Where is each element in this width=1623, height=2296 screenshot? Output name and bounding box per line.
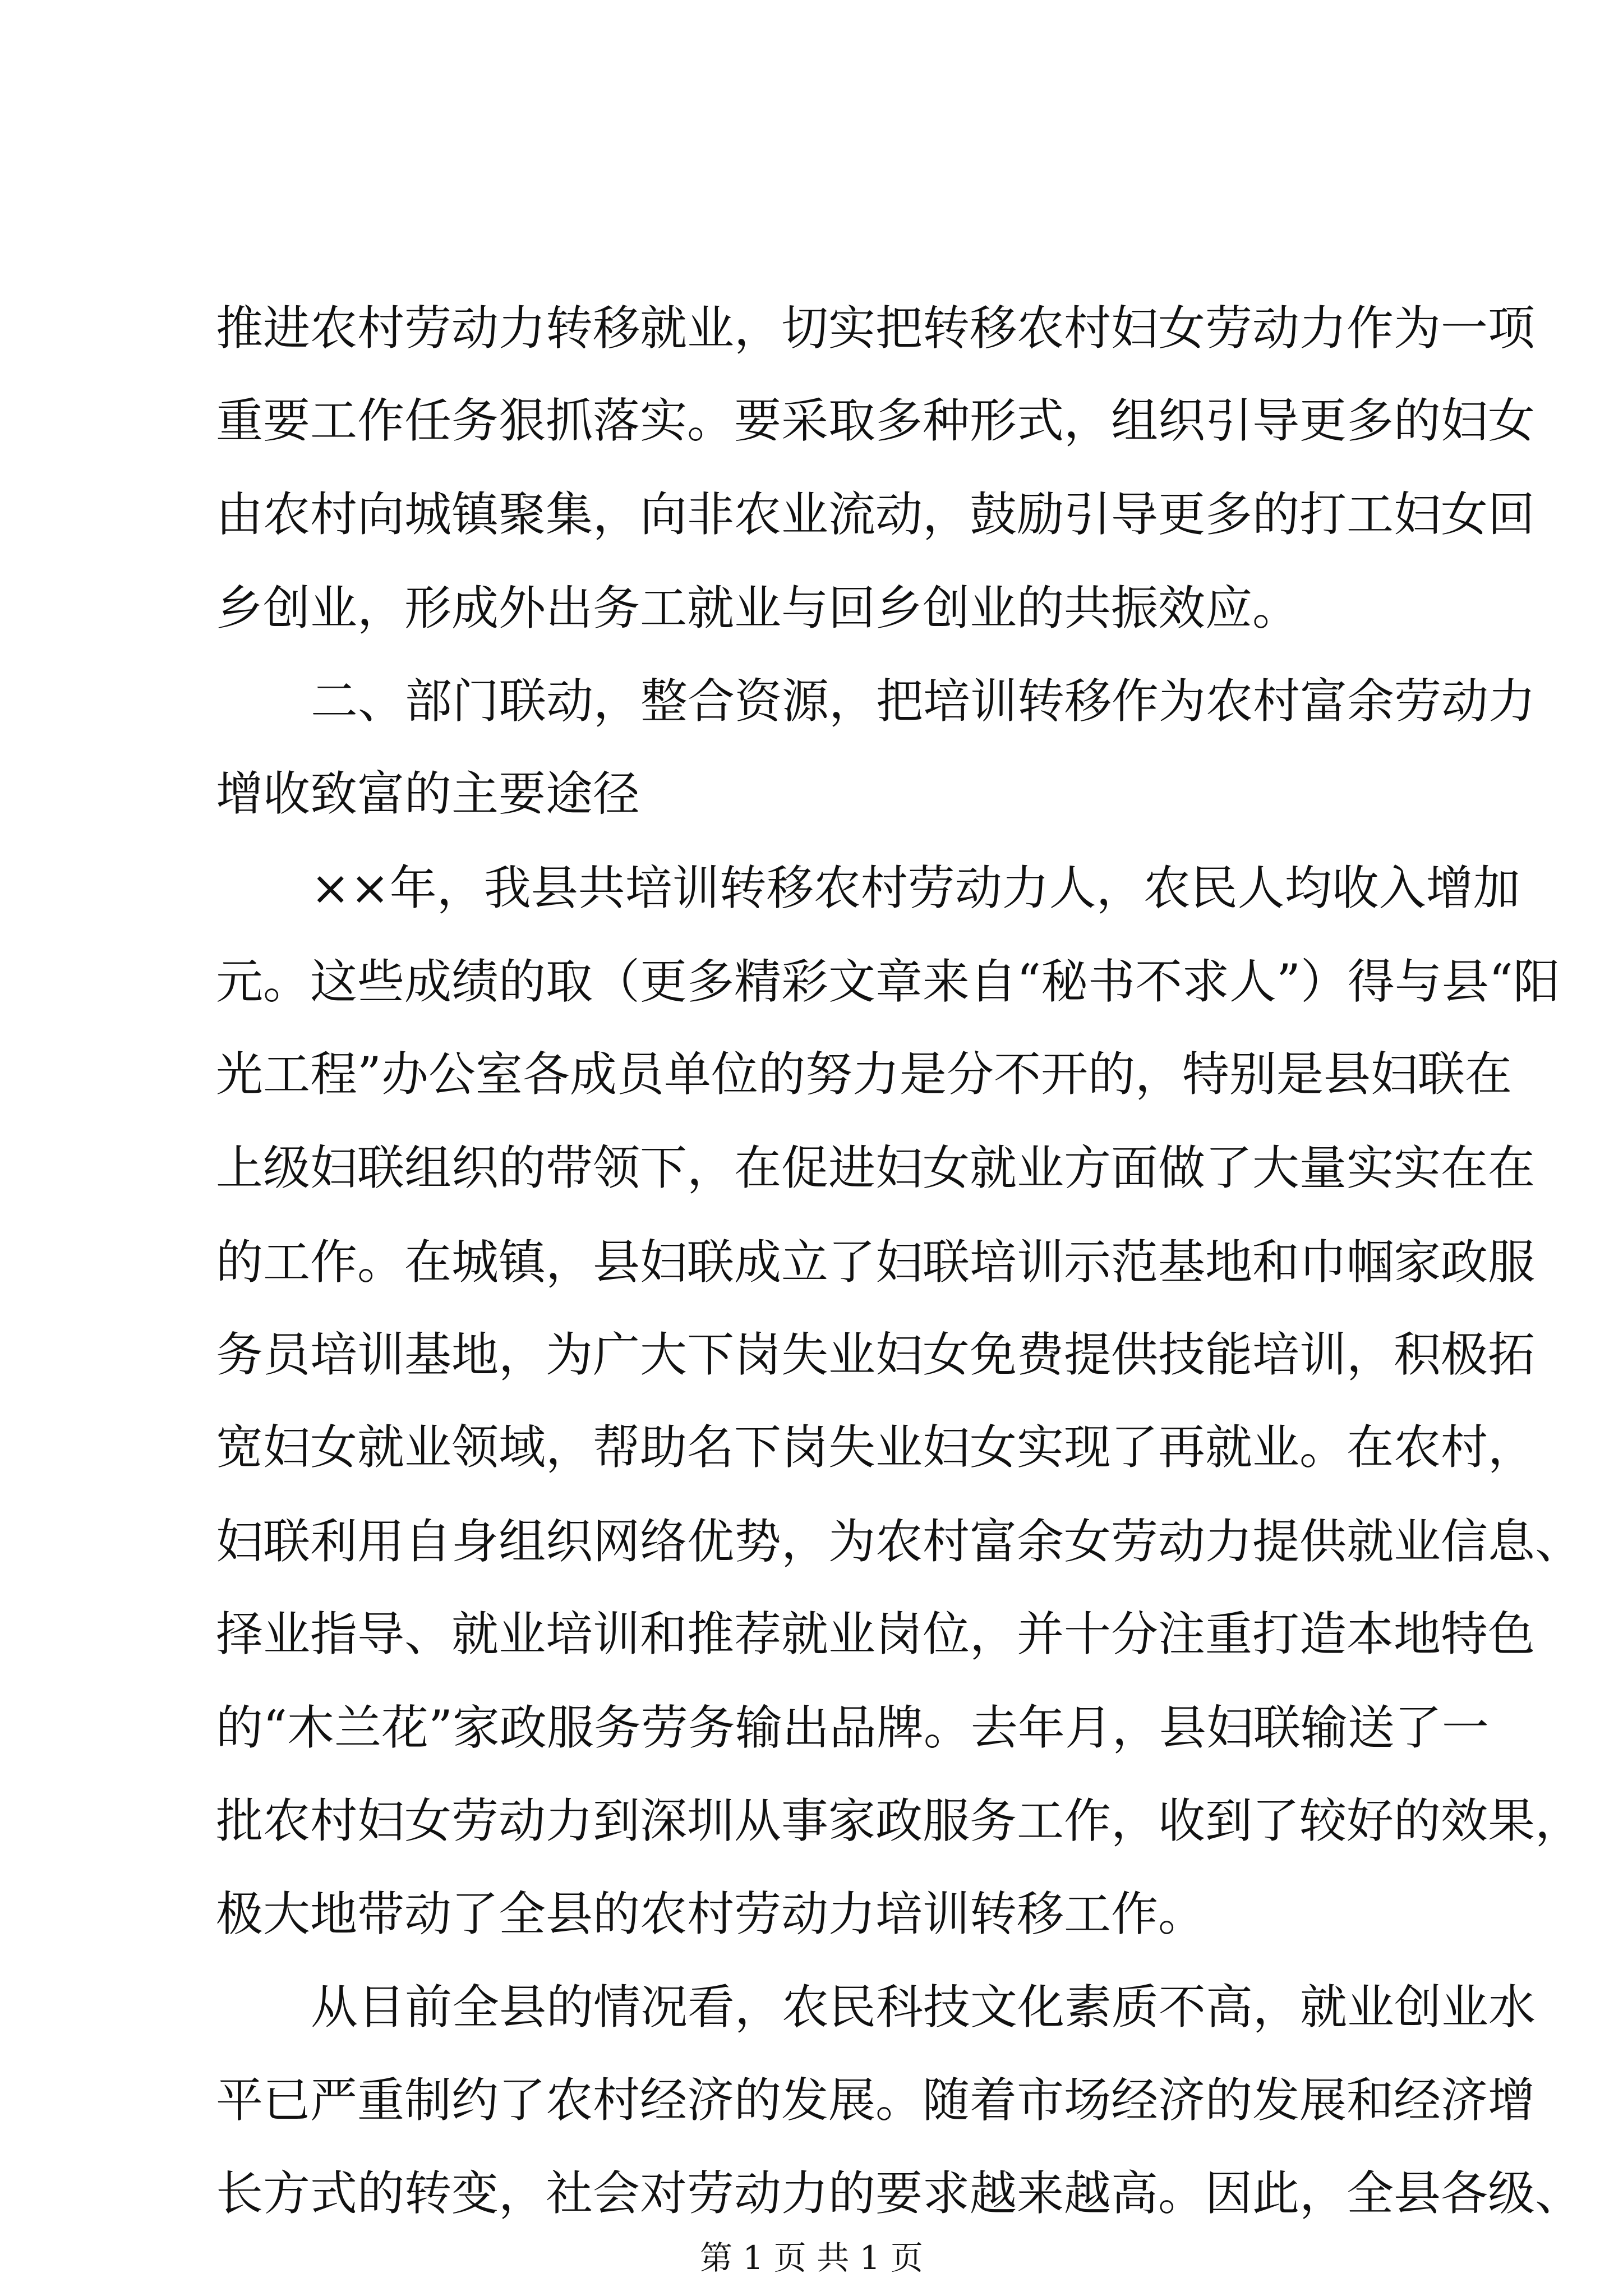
text-line: 重要工作任务狠抓落实。要采取多种形式，组织引导更多的妇女: [216, 393, 1536, 448]
text-line: 推进农村劳动力转移就业，切实把转移农村妇女劳动力作为一项: [216, 301, 1536, 356]
text-line: 由农村向城镇聚集，向非农业流动，鼓励引导更多的打工妇女回: [216, 487, 1536, 542]
page-footer: 第 1 页 共 1 页: [700, 2239, 923, 2277]
text-line: 的工作。在城镇，县妇联成立了妇联培训示范基地和巾帼家政服: [216, 1235, 1536, 1290]
text-line: 平已严重制约了农村经济的发展。随着市场经济的发展和经济增: [216, 2073, 1536, 2128]
text-line: 上级妇联组织的带领下，在促进妇女就业方面做了大量实实在在: [216, 1140, 1536, 1195]
text-line: 妇联利用自身组织网络优势，为农村富余女劳动力提供就业信息、: [216, 1514, 1583, 1569]
text-line: 元。这些成绩的取（更多精彩文章来自“秘书不求人”）得与县“阳: [216, 954, 1560, 1009]
text-line: 批农村妇女劳动力到深圳从事家政服务工作，收到了较好的效果，: [216, 1793, 1583, 1848]
section-heading-line: 增收致富的主要途径: [216, 766, 640, 821]
section-heading-line: 二、部门联动，整合资源，把培训转移作为农村富余劳动力: [311, 674, 1536, 729]
text-line: 从目前全县的情况看，农民科技文化素质不高，就业创业水: [311, 1980, 1536, 2035]
text-line: 长方式的转变，社会对劳动力的要求越来越高。因此，全县各级、: [216, 2166, 1583, 2221]
text-line: 择业指导、就业培训和推荐就业岗位，并十分注重打造本地特色: [216, 1607, 1536, 1662]
text-line: 光工程”办公室各成员单位的努力是分不开的，特别是县妇联在: [216, 1047, 1512, 1102]
text-line: 务员培训基地，为广大下岗失业妇女免费提供技能培训，积极拓: [216, 1327, 1536, 1382]
text-line: 宽妇女就业领域，帮助名下岗失业妇女实现了再就业。在农村，: [216, 1420, 1536, 1475]
text-line: 的“木兰花”家政服务劳务输出品牌。去年月，县妇联输送了一: [216, 1700, 1489, 1755]
text-line: 乡创业，形成外出务工就业与回乡创业的共振效应。: [216, 581, 1300, 636]
text-line: 极大地带动了全县的农村劳动力培训转移工作。: [216, 1887, 1206, 1941]
text-line: ××年，我县共培训转移农村劳动力人，农民人均收入增加: [311, 861, 1520, 915]
